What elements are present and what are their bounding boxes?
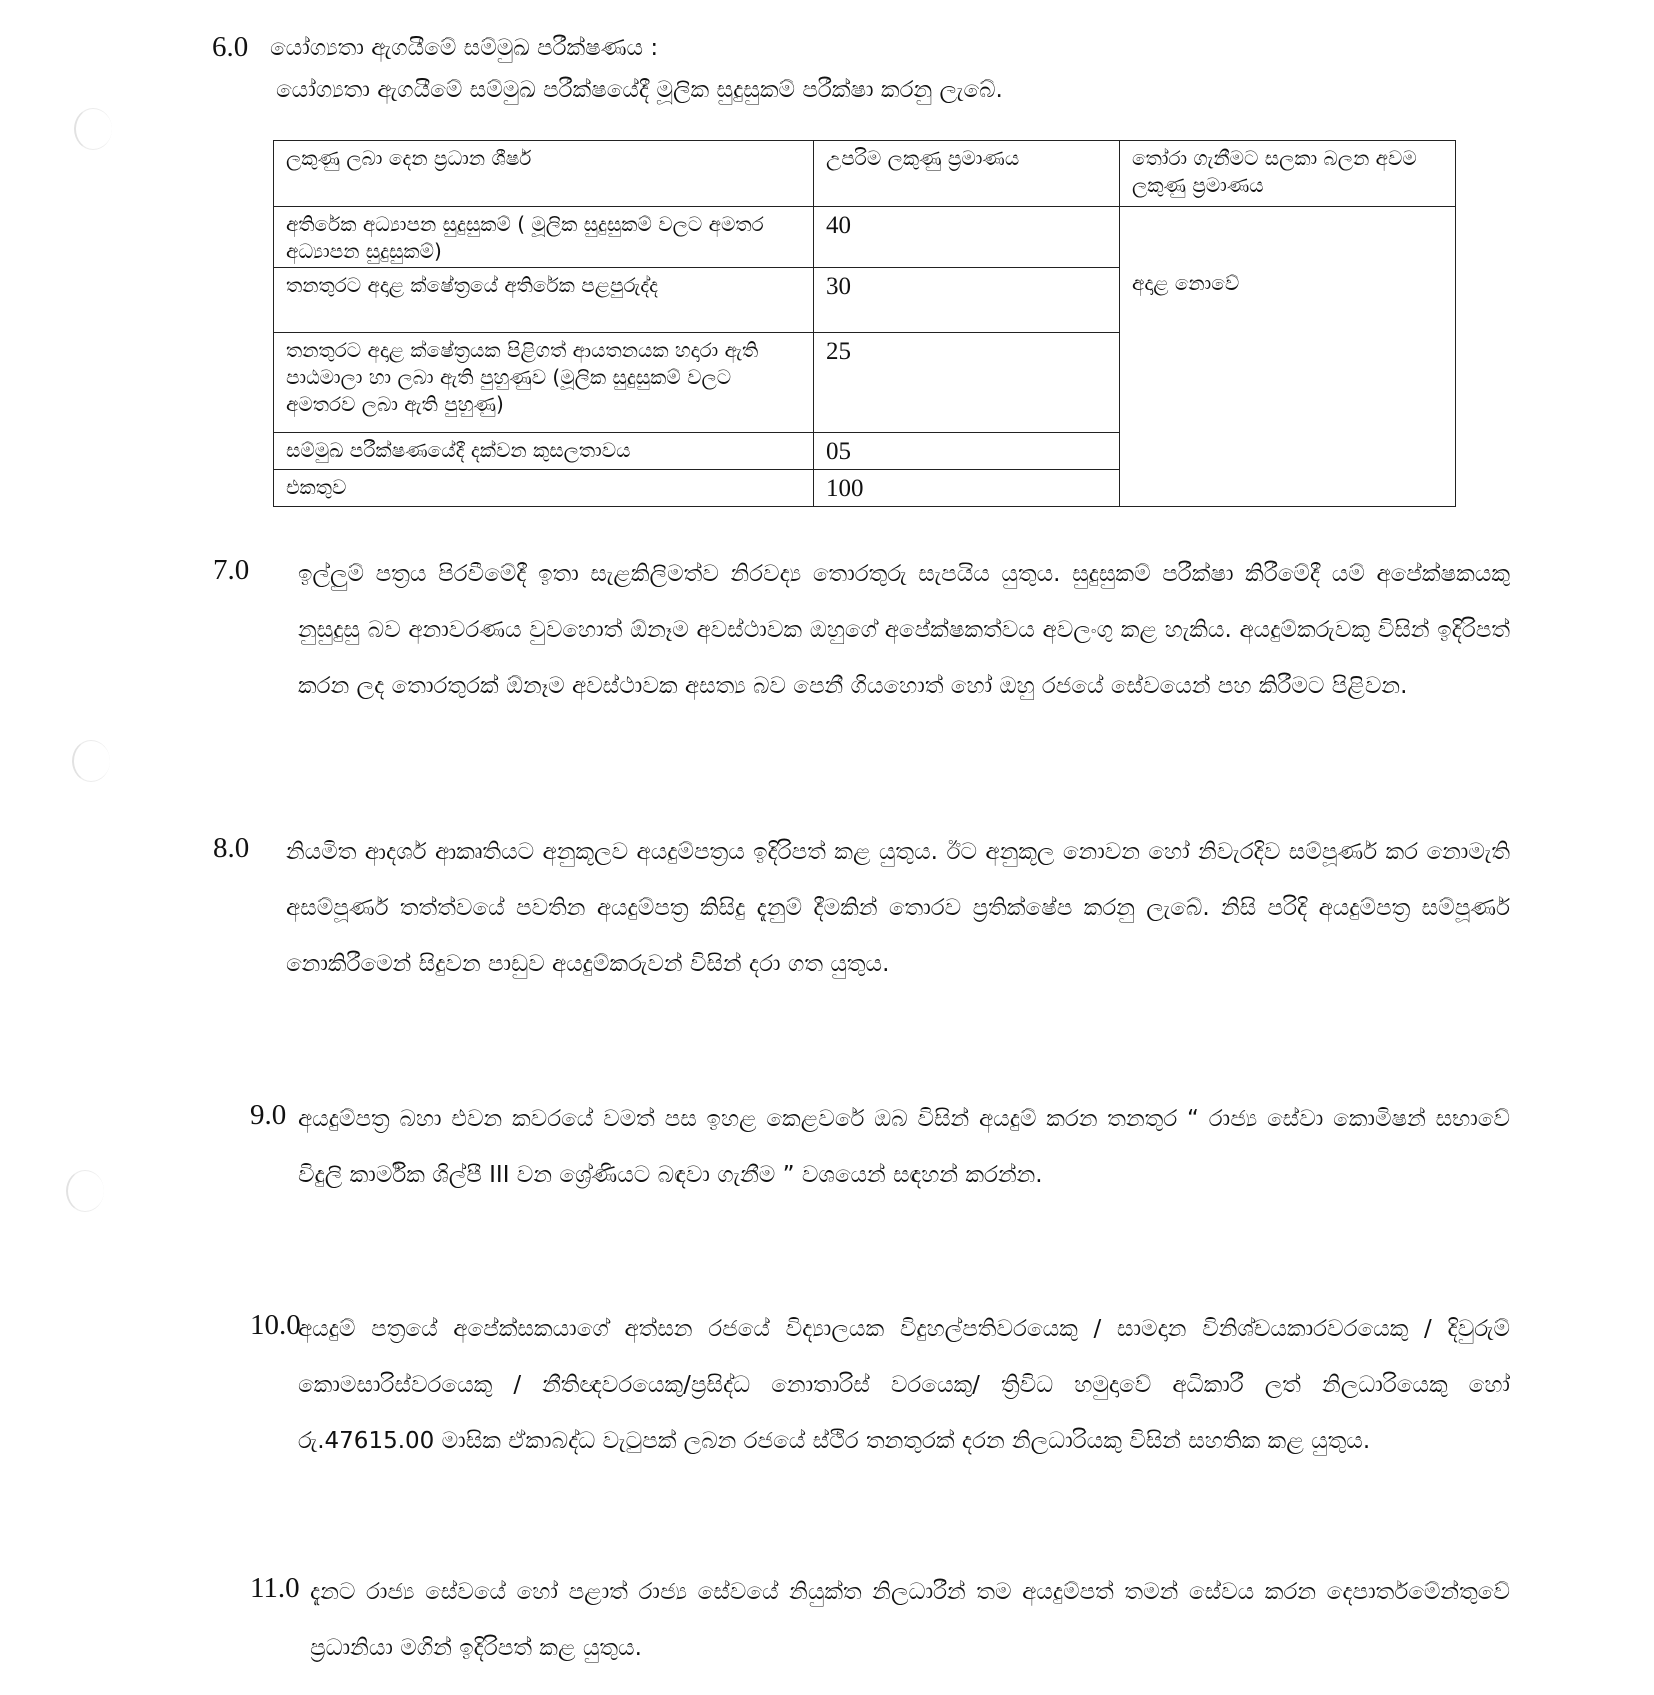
section-7-text: ඉල්ලුම් පත්‍රය පිරවීමේදී ඉතා සැළකිලිමත්ව නිරවද්‍ය තොරතුරු සැපයිය යුතුය. සුදුසුකම් පරීක්ෂා කිරීමේදී යම් අපේක්ෂකයකු නුසුදුසු බව අනාවරණය වුවහොත් ඕනෑම අවස්ථාවක ඔහුගේ අපේක්ෂකත්වය අවලංගු කළ හැකිය. අයදුම්කරුවකු විසින් ඉදිරිපත් කරන ලද තොරතුරක් ඕනෑම අවස්ථාවක අසත්‍ය බව පෙනී ගියහොත් හෝ ඔහු රජයේ සේවයෙන් පහ කිරීමට පිළිවන. [298,561,1510,699]
header-min-marks: තෝරා ගැනීමට සලකා බලන අවම ලකුණු ප්‍රමාණය [1120,141,1456,207]
criterion-cell: එකතුව [274,470,814,507]
criterion-cell: තනතුරට අදාළ ක්ෂේත්‍රයේ අතිරේක පළපුරුද්ද [274,268,814,333]
section-7-number: 7.0 [213,554,250,586]
min-marks-cell: අදාළ නොවේ [1120,207,1456,507]
section-9-text: අයදුම්පත්‍ර බහා එවන කවරයේ වමත් පස ඉහළ කෙළවරේ ඔබ විසින් අයදුම් කරන තනතුර “ රාජ්‍ය සේවා කොමිෂන් සභාවේ විදුලි කාර්මික ශිල්පී III වන ශ්‍රේණියට බඳවා ගැනීම ” වශයෙන් සඳහන් කරන්න. [298,1106,1510,1188]
criterion-cell: අතිරේක අධ්‍යාපන සුදුසුකම් ( මූලික සුදුසුකම් වලට අමතර අධ්‍යාපන සුදුසුකම්) [274,207,814,268]
max-marks-cell: 40 [814,207,1120,268]
header-criteria: ලකුණු ලබා දෙන ප්‍රධාන ශීර්ෂ [274,141,814,207]
section-9-number: 9.0 [250,1099,287,1131]
punch-hole-decoration [72,740,110,782]
max-marks-cell: 30 [814,268,1120,333]
section-11-number: 11.0 [250,1572,300,1604]
max-marks-cell: 05 [814,433,1120,470]
section-8-text: නියමිත ආදර්ශ ආකෘතියට අනුකූලව අයදුම්පත්‍රය ඉදිරිපත් කළ යුතුය. ඊට අනුකූල නොවන හෝ නිවැරදිව සම්පූර්ණ කර නොමැති අසම්පූර්ණ තත්ත්වයේ පවතින අයදුම්පත්‍ර කිසිදු දැනුම් දීමකින් තොරව ප්‍රතික්ෂේප කරනු ලැබේ. නිසි පරිදි අයදුම්පත්‍ර සම්පූර්ණ නොකිරීමෙන් සිදුවන පාඩුව අයදුම්කරුවන් විසින් දරා ගත යුතුය. [286,839,1510,977]
table-header-row [274,141,1456,207]
section-10-text: අයදුම් පත්‍රයේ අපේක්සකයාගේ අත්සන රජයේ විද්‍යාලයක විදුහල්පතිවරයෙකු / සාමදාන විනිශ්චයකාරවරයෙකු / දිවුරුම් කොමසාරිස්වරයෙකු / නීතිඥවරයෙකු/ප්‍රසිද්ධ නොතාරිස් වරයෙකු/ ත්‍රිවිධ හමුදාවේ අධිකාරී ලත් නිලධාරියෙකු හෝ රු.47615.00 මාසික ඒකාබද්ධ වැටුපක් ලබන රජයේ ස්ථිර තනතුරක් දරන නිලධාරියකු විසින් සහතික කළ යුතුය. [298,1316,1510,1454]
section-10-number: 10.0 [250,1309,301,1341]
criterion-cell: තනතුරට අදාළ ක්ෂේත්‍රයක පිළිගත් ආයතනයක හදාරා ඇති පාඨමාලා හා ලබා ඇති පුහුණුව (මූලික සුදුසුකම් වලට අමතරව ලබා ඇති පුහුණු) [274,333,814,433]
header-max-marks: උපරිම ලකුණු ප්‍රමාණය [814,141,1120,207]
max-marks-cell: 100 [814,470,1120,507]
criterion-cell: සම්මුඛ පරීක්ෂණයේදී දක්වන කුසලතාවය [274,433,814,470]
section-11-text: දැනට රාජ්‍ය සේවයේ හෝ පළාත් රාජ්‍ය සේවයේ නියුක්ත නිලධාරීන් තම අයදුම්පත් තමන් සේවය කරන දෙපාර්තමේන්තුවේ ප්‍රධානියා මගින් ඉදිරිපත් කළ යුතුය. [310,1579,1510,1661]
section-6-number: 6.0 [212,31,249,63]
marks-table [273,140,1456,507]
section-6-intro: යෝග්‍යතා ඇගයීමේ සම්මුඛ පරීක්ෂයේදී මූලික සුදුසුකම් පරීක්ෂා කරනු ලැබේ. [276,77,1003,103]
section-6-heading: යෝග්‍යතා ඇගයීමේ සම්මුඛ පරීක්ෂණය : [270,35,659,61]
table-row [274,207,1456,268]
punch-hole-decoration [74,108,112,150]
section-8-number: 8.0 [213,832,250,864]
max-marks-cell: 25 [814,333,1120,433]
punch-hole-decoration [66,1170,104,1212]
